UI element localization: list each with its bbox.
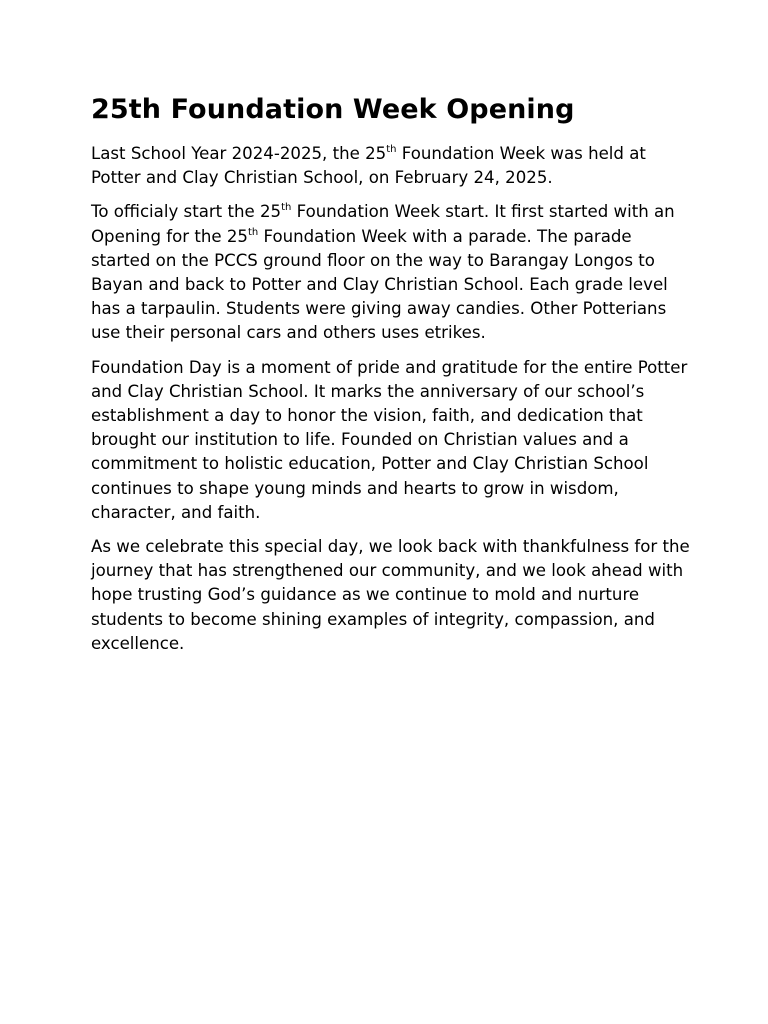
ordinal-suffix: th [386,144,397,155]
parade-text-end: Foundation Week with a parade. The parade started on the PCCS ground floor on the way to Barangay Longos to Bayan and back to Potter and Clay Christian School. Each grade level has a tarpaulin. Students were giving away candies. Other Potterians use their personal cars and others uses etrikes. [91,226,668,343]
paragraph-foundation-day: Foundation Day is a moment of pride and gratitude for the entire Potter and Clay Christian School. It marks the anniversary of our school’s establishment a day to honor the vision, faith, and dedication that brought our institution to life. Founded on Christian values and a commitment to holistic education, Potter and Clay Christian School continues to shape young minds and hearts to grow in wisdom, character, and faith. [91,357,688,522]
ordinal-suffix: th [247,226,259,238]
document-page [91,92,691,666]
document-title: 25th Foundation Week Opening [91,94,575,125]
intro-text-end: Foundation Week was held at Potter and Clay Christian School, on February 24, 2025. [91,144,646,188]
ordinal-suffix: th [281,202,292,214]
paragraph-parade [91,200,691,345]
parade-text-middle: Foundation Week start. It first started with an Opening for the 25 [91,202,675,246]
intro-text-start: Last School Year 2024-2025, the 25 [91,144,387,163]
paragraph-celebration: As we celebrate this special day, we look back with thankfulness for the journey that has strengthened our community, and we look ahead with hope trusting God’s guidance as we continue to mold and nurture students to become shining examples of integrity, compassion, and excellence. [91,537,690,653]
paragraph-intro [91,142,691,190]
parade-text-start: To officialy start the 25 [91,202,282,222]
